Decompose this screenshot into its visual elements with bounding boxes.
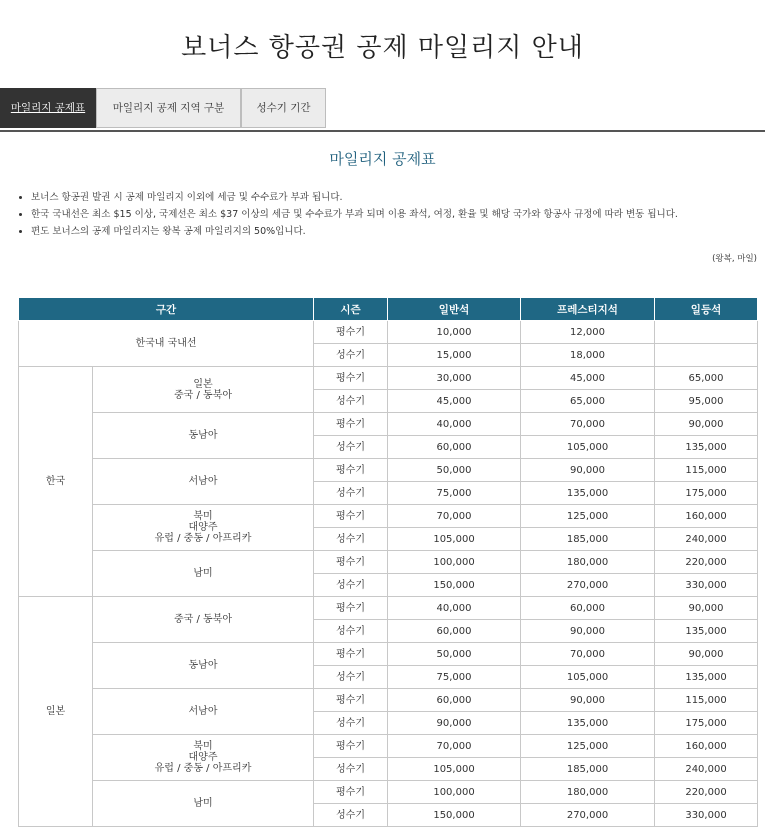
prestige-cell: 105,000 bbox=[521, 436, 655, 459]
region-cell: 남미 bbox=[93, 781, 314, 827]
economy-cell: 10,000 bbox=[388, 321, 521, 344]
table-header-row bbox=[19, 298, 758, 321]
prestige-cell: 270,000 bbox=[521, 804, 655, 827]
unit-note: (왕복, 마일) bbox=[712, 254, 757, 264]
season-cell: 평수기 bbox=[314, 643, 388, 666]
economy-cell: 60,000 bbox=[388, 436, 521, 459]
first-class-cell: 135,000 bbox=[655, 436, 758, 459]
economy-cell: 105,000 bbox=[388, 758, 521, 781]
first-class-cell: 330,000 bbox=[655, 574, 758, 597]
origin-cell: 한국 bbox=[19, 367, 93, 597]
region-cell: 북미 대양주 유럽 / 중동 / 아프리카 bbox=[93, 735, 314, 781]
route-domestic-cell: 한국내 국내선 bbox=[19, 321, 314, 367]
prestige-cell: 185,000 bbox=[521, 528, 655, 551]
tab-bar bbox=[0, 88, 765, 132]
economy-cell: 70,000 bbox=[388, 735, 521, 758]
region-cell: 중국 / 동북아 bbox=[93, 597, 314, 643]
prestige-cell: 180,000 bbox=[521, 781, 655, 804]
season-cell: 평수기 bbox=[314, 735, 388, 758]
table-body bbox=[19, 321, 758, 827]
season-cell: 성수기 bbox=[314, 574, 388, 597]
season-cell: 성수기 bbox=[314, 620, 388, 643]
economy-cell: 75,000 bbox=[388, 482, 521, 505]
header-route: 구간 bbox=[19, 298, 314, 321]
region-cell: 남미 bbox=[93, 551, 314, 597]
economy-cell: 75,000 bbox=[388, 666, 521, 689]
table-row bbox=[19, 459, 758, 482]
first-class-cell: 175,000 bbox=[655, 482, 758, 505]
prestige-cell: 125,000 bbox=[521, 735, 655, 758]
first-class-cell: 95,000 bbox=[655, 390, 758, 413]
table-row bbox=[19, 689, 758, 712]
prestige-cell: 135,000 bbox=[521, 482, 655, 505]
tab-peak-season[interactable]: 성수기 기간 bbox=[241, 88, 326, 128]
first-class-cell bbox=[655, 321, 758, 344]
header-prestige: 프레스티지석 bbox=[521, 298, 655, 321]
header-first: 일등석 bbox=[655, 298, 758, 321]
prestige-cell: 18,000 bbox=[521, 344, 655, 367]
season-cell: 성수기 bbox=[314, 804, 388, 827]
table-row bbox=[19, 781, 758, 804]
first-class-cell bbox=[655, 344, 758, 367]
economy-cell: 60,000 bbox=[388, 620, 521, 643]
economy-cell: 30,000 bbox=[388, 367, 521, 390]
season-cell: 성수기 bbox=[314, 482, 388, 505]
notes-list bbox=[0, 189, 765, 240]
first-class-cell: 90,000 bbox=[655, 643, 758, 666]
season-cell: 평수기 bbox=[314, 597, 388, 620]
region-cell: 서남아 bbox=[93, 689, 314, 735]
first-class-cell: 135,000 bbox=[655, 620, 758, 643]
season-cell: 성수기 bbox=[314, 758, 388, 781]
first-class-cell: 240,000 bbox=[655, 528, 758, 551]
season-cell: 성수기 bbox=[314, 344, 388, 367]
prestige-cell: 105,000 bbox=[521, 666, 655, 689]
section-title: 마일리지 공제표 bbox=[329, 150, 436, 168]
season-cell: 평수기 bbox=[314, 367, 388, 390]
mileage-deduction-table bbox=[18, 297, 758, 827]
first-class-cell: 115,000 bbox=[655, 689, 758, 712]
first-class-cell: 240,000 bbox=[655, 758, 758, 781]
table-row bbox=[19, 413, 758, 436]
prestige-cell: 60,000 bbox=[521, 597, 655, 620]
first-class-cell: 220,000 bbox=[655, 781, 758, 804]
economy-cell: 100,000 bbox=[388, 551, 521, 574]
prestige-cell: 65,000 bbox=[521, 390, 655, 413]
origin-cell: 일본 bbox=[19, 597, 93, 827]
first-class-cell: 330,000 bbox=[655, 804, 758, 827]
prestige-cell: 90,000 bbox=[521, 689, 655, 712]
note-item: • 한국 국내선은 최소 $15 이상, 국제선은 최소 $37 이상의 세금 및 수수료가 부과 되며 이용 좌석, 여정, 환율 및 해당 국가와 항공사 규정에 따라 변동 됩니다. bbox=[31, 206, 765, 223]
first-class-cell: 175,000 bbox=[655, 712, 758, 735]
prestige-cell: 12,000 bbox=[521, 321, 655, 344]
season-cell: 성수기 bbox=[314, 390, 388, 413]
economy-cell: 150,000 bbox=[388, 804, 521, 827]
season-cell: 평수기 bbox=[314, 689, 388, 712]
header-season: 시즌 bbox=[314, 298, 388, 321]
region-cell: 동남아 bbox=[93, 643, 314, 689]
economy-cell: 100,000 bbox=[388, 781, 521, 804]
note-item: • 보너스 항공권 발권 시 공제 마일리지 이외에 세금 및 수수료가 부과 됩니다. bbox=[31, 189, 765, 206]
prestige-cell: 45,000 bbox=[521, 367, 655, 390]
season-cell: 성수기 bbox=[314, 712, 388, 735]
prestige-cell: 270,000 bbox=[521, 574, 655, 597]
season-cell: 평수기 bbox=[314, 551, 388, 574]
table-row bbox=[19, 551, 758, 574]
economy-cell: 50,000 bbox=[388, 643, 521, 666]
header-economy: 일반석 bbox=[388, 298, 521, 321]
economy-cell: 90,000 bbox=[388, 712, 521, 735]
region-cell: 동남아 bbox=[93, 413, 314, 459]
first-class-cell: 220,000 bbox=[655, 551, 758, 574]
table-row bbox=[19, 597, 758, 620]
table-row bbox=[19, 735, 758, 758]
table-container bbox=[18, 297, 758, 827]
first-class-cell: 90,000 bbox=[655, 413, 758, 436]
economy-cell: 105,000 bbox=[388, 528, 521, 551]
prestige-cell: 70,000 bbox=[521, 643, 655, 666]
season-cell: 평수기 bbox=[314, 413, 388, 436]
prestige-cell: 70,000 bbox=[521, 413, 655, 436]
prestige-cell: 125,000 bbox=[521, 505, 655, 528]
prestige-cell: 90,000 bbox=[521, 459, 655, 482]
first-class-cell: 160,000 bbox=[655, 735, 758, 758]
first-class-cell: 135,000 bbox=[655, 666, 758, 689]
table-row bbox=[19, 505, 758, 528]
economy-cell: 150,000 bbox=[388, 574, 521, 597]
economy-cell: 60,000 bbox=[388, 689, 521, 712]
note-item: • 편도 보너스의 공제 마일리지는 왕복 공제 마일리지의 50%입니다. bbox=[31, 223, 765, 240]
prestige-cell: 90,000 bbox=[521, 620, 655, 643]
season-cell: 평수기 bbox=[314, 505, 388, 528]
region-cell: 북미 대양주 유럽 / 중동 / 아프리카 bbox=[93, 505, 314, 551]
table-row bbox=[19, 367, 758, 390]
tab-deduction-region[interactable]: 마일리지 공제 지역 구분 bbox=[96, 88, 241, 128]
season-cell: 평수기 bbox=[314, 321, 388, 344]
season-cell: 성수기 bbox=[314, 528, 388, 551]
tab-mileage-deduction-table[interactable]: 마일리지 공제표 bbox=[0, 88, 96, 128]
region-cell: 서남아 bbox=[93, 459, 314, 505]
first-class-cell: 90,000 bbox=[655, 597, 758, 620]
region-cell: 일본 중국 / 동북아 bbox=[93, 367, 314, 413]
first-class-cell: 65,000 bbox=[655, 367, 758, 390]
table-row bbox=[19, 321, 758, 344]
season-cell: 평수기 bbox=[314, 781, 388, 804]
prestige-cell: 135,000 bbox=[521, 712, 655, 735]
economy-cell: 40,000 bbox=[388, 597, 521, 620]
first-class-cell: 160,000 bbox=[655, 505, 758, 528]
table-row bbox=[19, 643, 758, 666]
season-cell: 성수기 bbox=[314, 436, 388, 459]
season-cell: 성수기 bbox=[314, 666, 388, 689]
prestige-cell: 180,000 bbox=[521, 551, 655, 574]
economy-cell: 15,000 bbox=[388, 344, 521, 367]
economy-cell: 70,000 bbox=[388, 505, 521, 528]
economy-cell: 50,000 bbox=[388, 459, 521, 482]
page-title: 보너스 항공권 공제 마일리지 안내 bbox=[181, 33, 584, 63]
economy-cell: 45,000 bbox=[388, 390, 521, 413]
prestige-cell: 185,000 bbox=[521, 758, 655, 781]
season-cell: 평수기 bbox=[314, 459, 388, 482]
economy-cell: 40,000 bbox=[388, 413, 521, 436]
first-class-cell: 115,000 bbox=[655, 459, 758, 482]
